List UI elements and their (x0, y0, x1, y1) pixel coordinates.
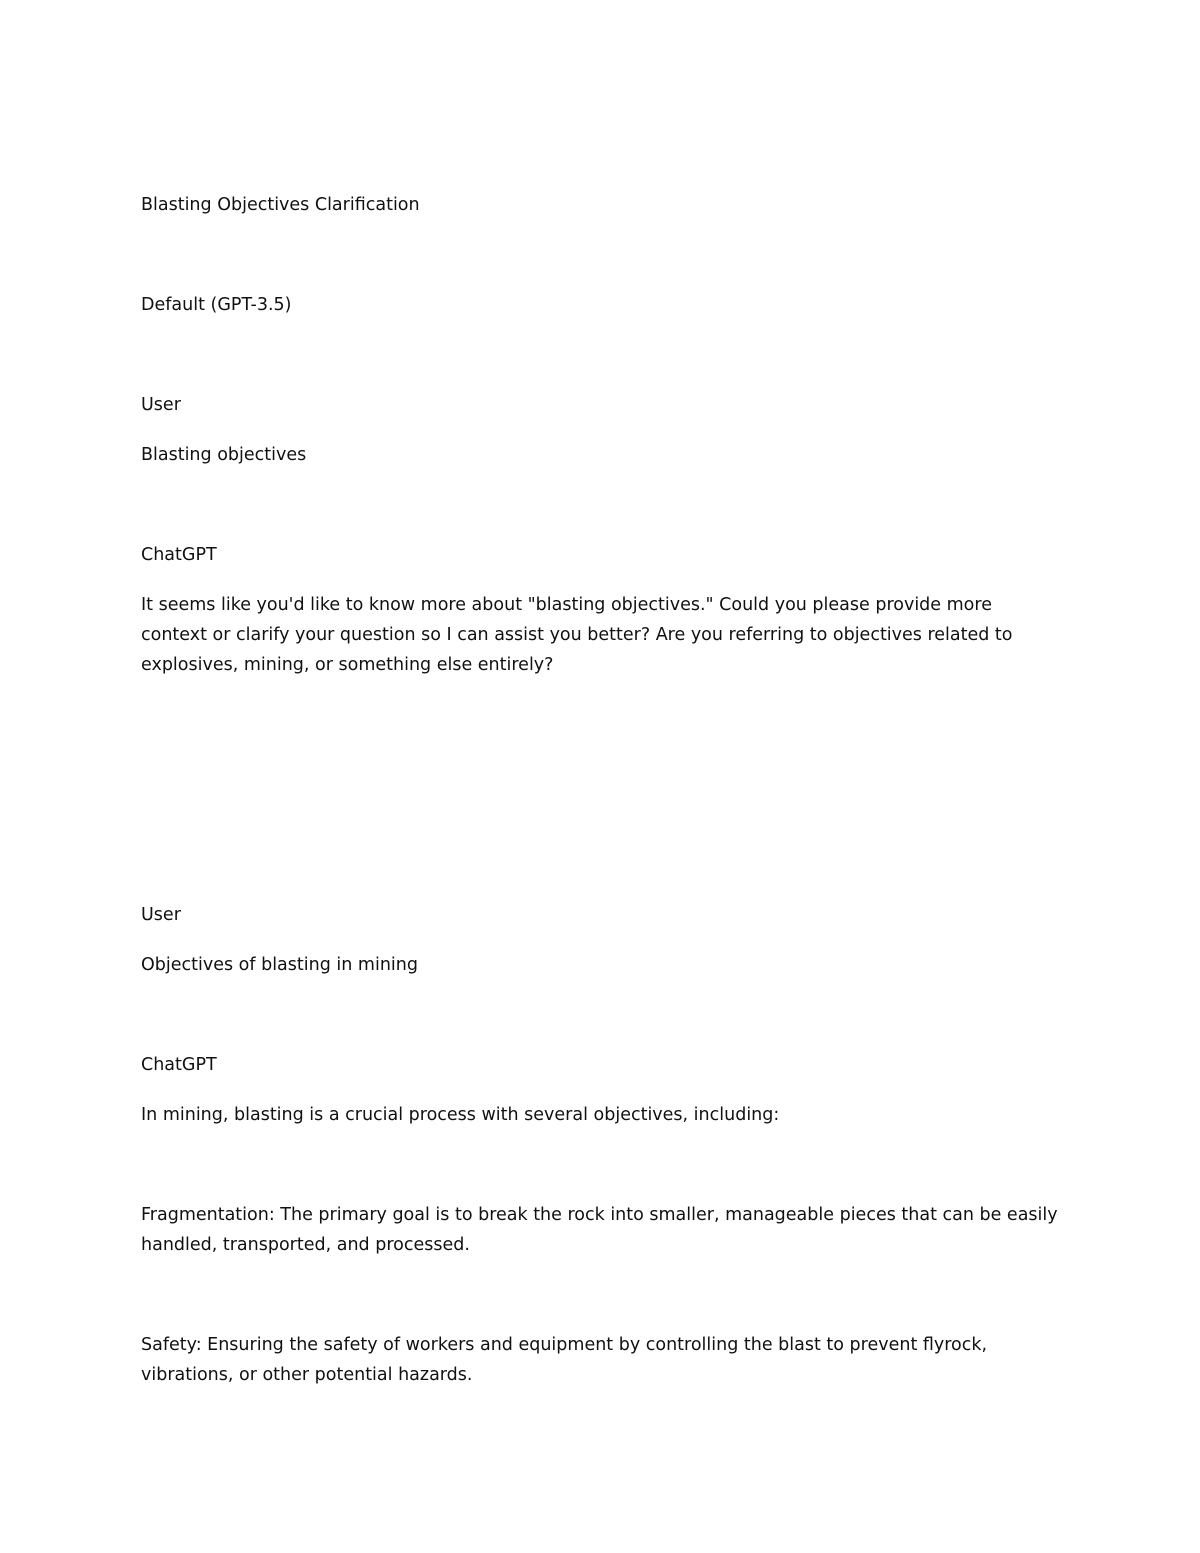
assistant-message: In mining, blasting is a crucial process with several objectives, including: (141, 1105, 780, 1125)
objective-safety: Safety: Ensuring the safety of workers and equipment by controlling the blast to prevent flyrock, vibrations, or other potential hazards. (141, 1335, 988, 1385)
model-label: Default (GPT-3.5) (141, 295, 292, 315)
speaker-label: ChatGPT (141, 1055, 217, 1075)
speaker-label: User (141, 905, 181, 925)
speaker-label: User (141, 395, 181, 415)
assistant-message: It seems like you'd like to know more about "blasting objectives." Could you please provide more context or clarify your question so I can assist you better? Are you referring to objectives related to explosives, mining, or something else entirely? (141, 595, 1013, 675)
document-title: Blasting Objectives Clarification (141, 195, 420, 215)
user-message: Blasting objectives (141, 445, 307, 465)
speaker-label: ChatGPT (141, 545, 217, 565)
user-message: Objectives of blasting in mining (141, 955, 418, 975)
objective-fragmentation: Fragmentation: The primary goal is to break the rock into smaller, manageable pieces that can be easily handled, transported, and processed. (141, 1205, 1058, 1255)
